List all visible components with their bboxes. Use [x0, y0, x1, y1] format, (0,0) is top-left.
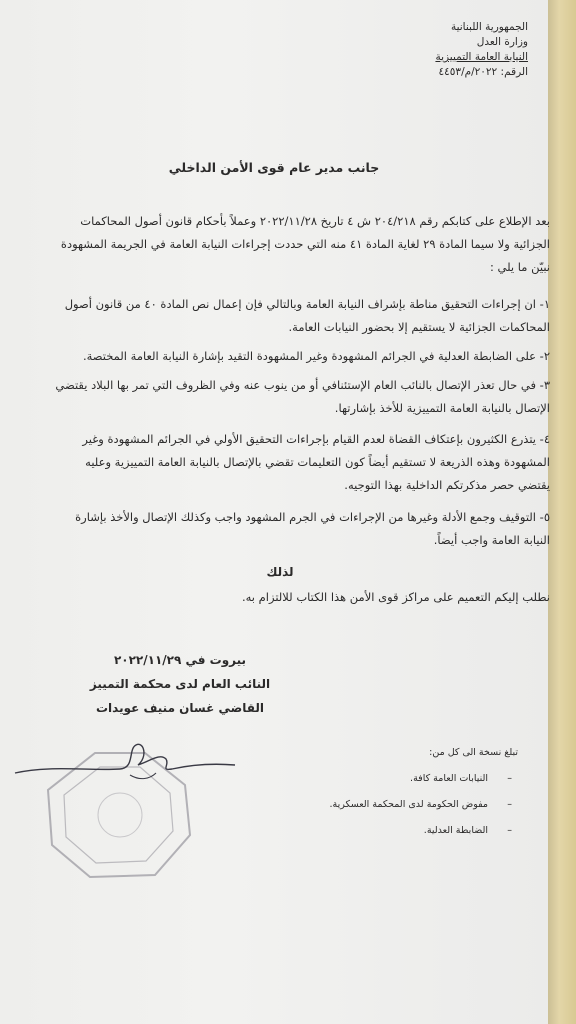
list-item-3: ٣- في حال تعذر الإتصال بالنائب العام الإستئنافي أو من ينوب عنه وفي الظروف التي تمر بها البلاد يقتضي الإتصال بالنيابة العامة التمييزية للأخذ بإشارتها. [55, 378, 550, 415]
addressee-title: جانب مدير عام قوى الأمن الداخلي [168, 160, 380, 175]
country-name: الجمهورية اللبنانية [450, 21, 528, 33]
list-item-1: ١- ان إجراءات التحقيق مناطة بإشراف النيابة العامة وبالتالي فإن إعمال نص المادة ٤٠ من قانون أصول المحاكمات الجزائية لا يستقيم إلا بحضور النيابات العامة. [64, 297, 550, 334]
list-item: – مفوض الحكومة لدى المحكمة العسكرية. [329, 799, 512, 810]
place-date: بيروت في ٢٠٢٢/١١/٢٩ [113, 653, 247, 667]
signatory-position: النائب العام لدى محكمة التمييز [89, 677, 271, 691]
list-item: – الضابطة العدلية. [423, 825, 512, 836]
signature-block [80, 648, 280, 720]
list-item-4: ٤- يتذرع الكثيرون بإعتكاف القضاة لعدم القيام بإجراءات التحقيق الأولي في الجرائم المشهودة وغير المشهودة وهذه الذريعة لا تستقيم أيضاً كون التعليمات تقضي بالإتصال بالنيابة العامة التمييزية وعليه يقتضي حصر مذكرتكم الداخلية بهذا التوجيه. [82, 432, 550, 492]
ministry-name: وزارة العدل [476, 36, 528, 48]
copies-section [218, 740, 518, 844]
handwritten-signature [10, 735, 240, 795]
list-item-2: ٢- على الضابطة العدلية في الجرائم المشهودة وغير المشهودة التقيد بإشارة النيابة العامة المختصة. [82, 349, 550, 363]
desk-background [548, 0, 576, 1024]
intro-paragraph: بعد الإطلاع على كتابكم رقم ٢٠٤/٢١٨ ش ٤ تاريخ ٢٠٢٢/١١/٢٨ وعملاً بأحكام قانون أصول المحاكمات الجزائية ولا سيما المادة ٢٩ لغاية المادة ٤١ منه التي حددت إجراءات النيابة العامة في الجريمة المشهودة نبيّن ما يلي : [60, 214, 550, 274]
office-name: النيابة العامة التمييزية [435, 51, 528, 63]
copies-heading: تبلغ نسخة الى كل من: [429, 747, 518, 758]
reference-number: الرقم: ٢٠٢٢/م/٤٤٥٣ [438, 66, 528, 78]
letterhead [308, 20, 528, 80]
list-item: – النيابات العامة كافة. [410, 773, 512, 784]
signatory-name: القاضي غسان منيف عويدات [95, 701, 265, 715]
conclusion-heading: لذلك [266, 565, 294, 579]
list-item-5: ٥- التوقيف وجمع الأدلة وغيرها من الإجراءات في الجرم المشهود واجب وكذلك الإتصال والأخذ بإشارة النيابة العامة واجب أيضاً. [75, 510, 550, 547]
request-paragraph: نطلب إليكم التعميم على مراكز قوى الأمن هذا الكتاب للالتزام به. [241, 590, 550, 604]
